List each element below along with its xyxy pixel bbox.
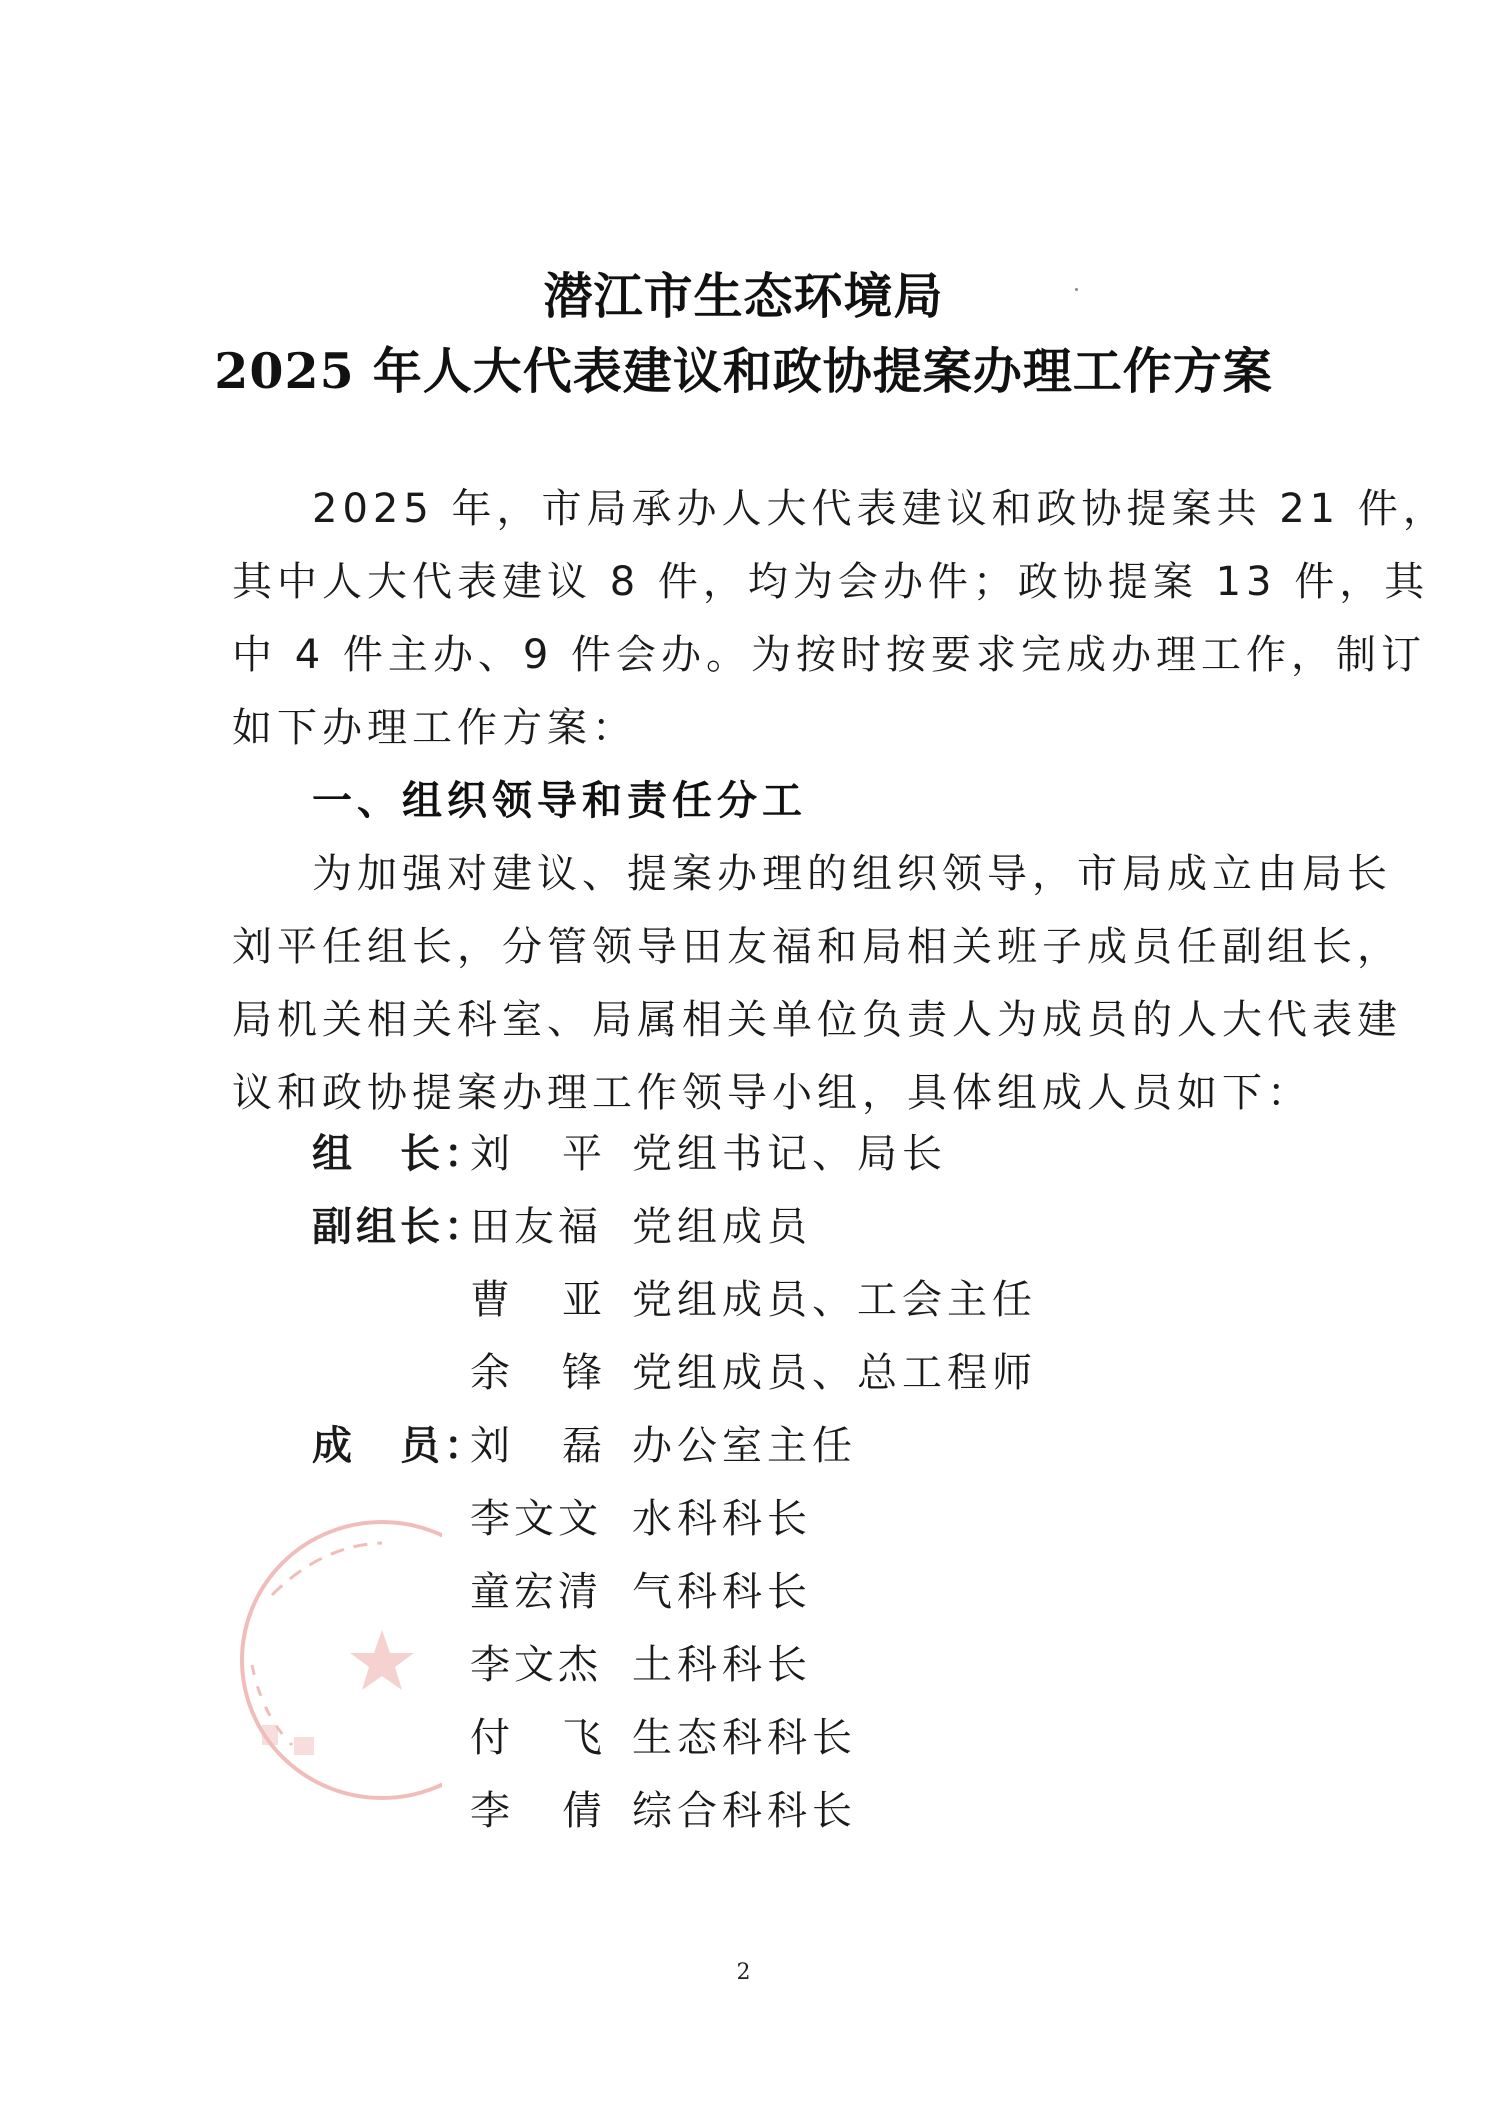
section-line: 为加强对建议、提案办理的组织领导，市局成立由局长 [312, 851, 1392, 897]
member-name: 刘磊 [470, 1423, 654, 1469]
member-position: 气科科长 [632, 1569, 812, 1615]
member-position: 水科科长 [632, 1496, 812, 1542]
member-name: 刘平 [470, 1131, 654, 1177]
member-position: 土科科长 [632, 1642, 812, 1688]
member-name: 童宏清 [470, 1569, 602, 1615]
intro-line: 2025 年，市局承办人大代表建议和政协提案共 21 件， [312, 486, 1448, 532]
member-row [0, 1775, 1487, 1848]
intro-line: 如下办理工作方案： [232, 705, 637, 751]
member-position: 党组成员 [632, 1204, 812, 1250]
document-title-line-2: 2025 年人大代表建议和政协提案办理工作方案 [214, 342, 1273, 400]
member-row [0, 1118, 1487, 1191]
section-heading: 一、组织领导和责任分工 [312, 778, 807, 824]
section-line: 议和政协提案办理工作领导小组，具体组成人员如下： [232, 1070, 1312, 1116]
member-position: 生态科科长 [632, 1715, 857, 1761]
member-position: 办公室主任 [632, 1423, 857, 1469]
member-row [0, 1556, 1487, 1629]
member-name: 付飞 [470, 1715, 654, 1761]
member-role: 副组长： [312, 1204, 488, 1250]
document-title-line-1: 潜江市生态环境局 [543, 267, 944, 325]
member-name: 李文文 [470, 1496, 602, 1542]
member-role: 组 长： [312, 1131, 488, 1177]
member-name: 李文杰 [470, 1642, 602, 1688]
member-row [0, 1264, 1487, 1337]
member-position: 党组书记、局长 [632, 1131, 947, 1177]
member-position: 党组成员、工会主任 [632, 1277, 1037, 1323]
member-row [0, 1410, 1487, 1483]
member-name: 李倩 [470, 1788, 654, 1834]
intro-line: 中 4 件主办、9 件会办。为按时按要求完成办理工作，制订 [232, 632, 1427, 678]
page-number: 2 [736, 1960, 751, 1985]
section-line: 刘平任组长，分管领导田友福和局相关班子成员任副组长， [232, 924, 1402, 970]
member-row [0, 1629, 1487, 1702]
member-position: 党组成员、总工程师 [632, 1350, 1037, 1396]
member-role: 成 员： [312, 1423, 488, 1469]
intro-line: 其中人大代表建议 8 件，均为会办件；政协提案 13 件，其 [232, 559, 1430, 605]
member-row [0, 1483, 1487, 1556]
section-line: 局机关相关科室、局属相关单位负责人为成员的人大代表建 [232, 997, 1402, 1043]
member-row [0, 1337, 1487, 1410]
section-paragraph [232, 838, 1402, 1130]
scan-artifact [1075, 288, 1078, 291]
member-name: 田友福 [470, 1204, 602, 1250]
intro-paragraph [232, 473, 1448, 765]
member-name: 余锋 [470, 1350, 654, 1396]
member-row [0, 1191, 1487, 1264]
member-position: 综合科科长 [632, 1788, 857, 1834]
member-row [0, 1702, 1487, 1775]
member-name: 曹亚 [470, 1277, 654, 1323]
